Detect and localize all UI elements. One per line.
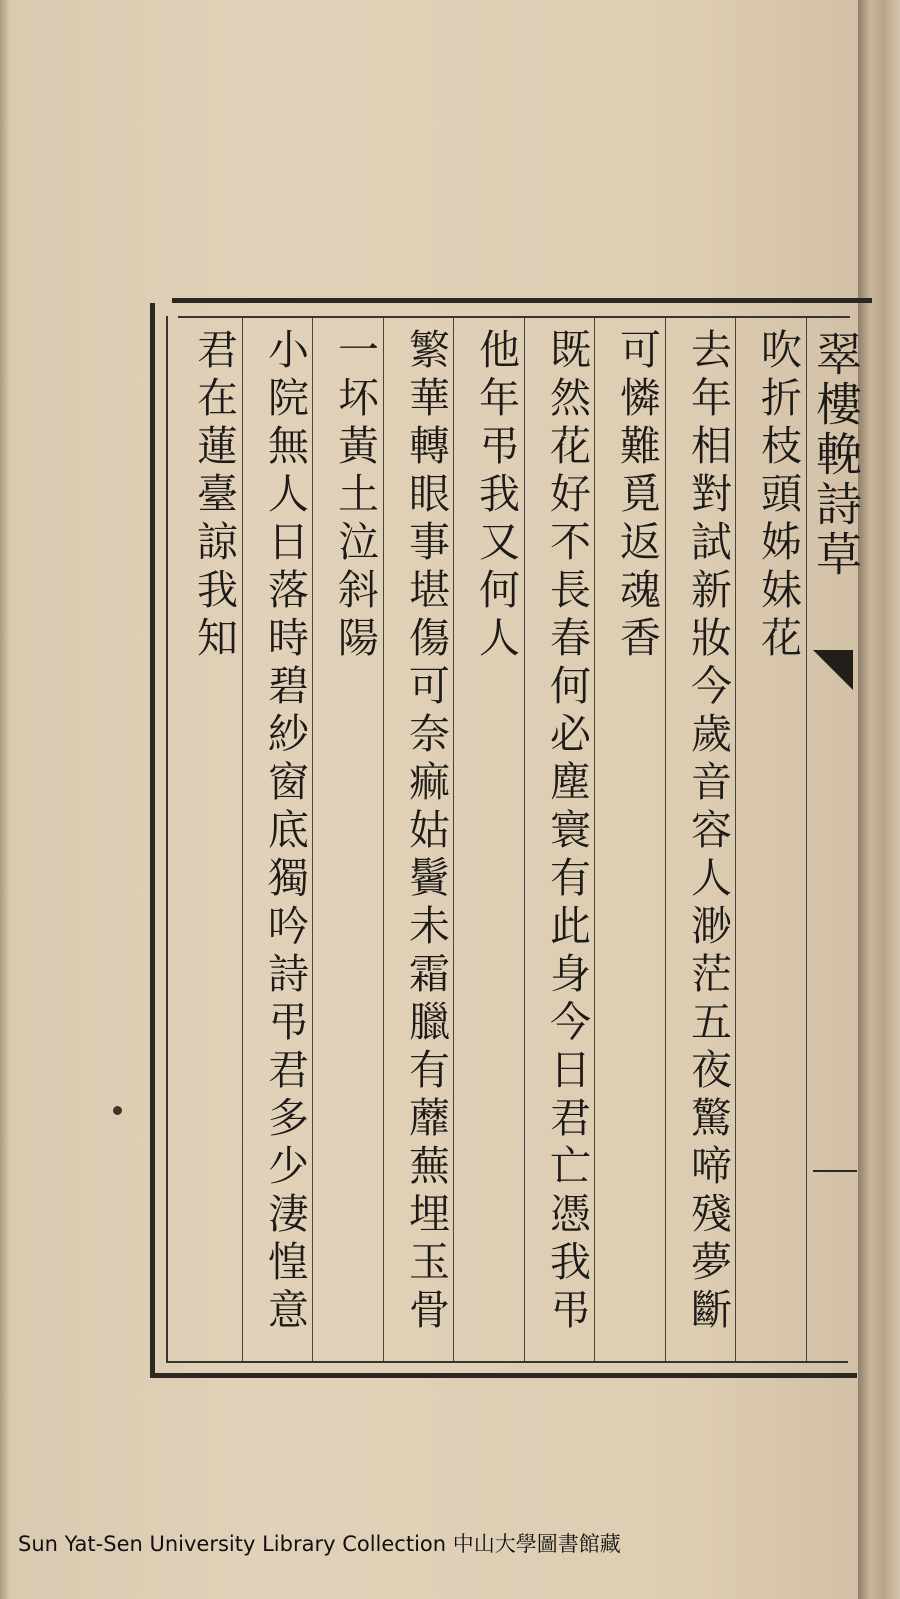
margin-rule <box>813 1170 857 1172</box>
text-column-4: 既然花好不長春何必塵寰有此身今日君亡憑我弔 <box>543 328 591 1336</box>
text-column-7: 一坏黃土泣斜陽 <box>331 328 379 664</box>
text-column-6: 繁華轉眼事堪傷可奈痲姑鬢未霜臘有蘼蕪埋玉骨 <box>402 328 450 1336</box>
frame-bottom-border <box>152 1373 857 1378</box>
text-column-8: 小院無人日落時碧紗窗底獨吟詩弔君多少淒惶意 <box>261 328 309 1336</box>
text-column-1: 吹折枝頭姊妹花 <box>754 328 802 664</box>
column-rule <box>806 318 807 1361</box>
frame-left-inner-border <box>166 316 168 1363</box>
column-rule <box>383 318 384 1361</box>
text-column-9: 君在蓮臺諒我知 <box>190 328 238 664</box>
frame-top-inner-border <box>178 316 850 318</box>
column-rule <box>524 318 525 1361</box>
spine-shadow <box>0 0 10 1599</box>
text-column-3: 可憐難覓返魂香 <box>613 328 661 664</box>
fishtail-mark <box>813 650 853 690</box>
text-column-2: 去年相對試新妝今歲音容人渺茫五夜驚啼殘夢斷 <box>684 328 732 1336</box>
frame-top-border <box>172 298 872 303</box>
ink-spot <box>113 1106 122 1115</box>
frame-left-border <box>150 303 155 1378</box>
text-column-5: 他年弔我又何人 <box>472 328 520 664</box>
column-rule <box>242 318 243 1361</box>
margin-book-title: 翠樓輓詩草 <box>809 330 863 580</box>
column-rule <box>665 318 666 1361</box>
frame-bottom-inner-border <box>168 1361 848 1363</box>
library-credit: Sun Yat-Sen University Library Collection 中山大學圖書館藏 <box>18 1532 621 1556</box>
page-edge <box>858 0 900 1599</box>
